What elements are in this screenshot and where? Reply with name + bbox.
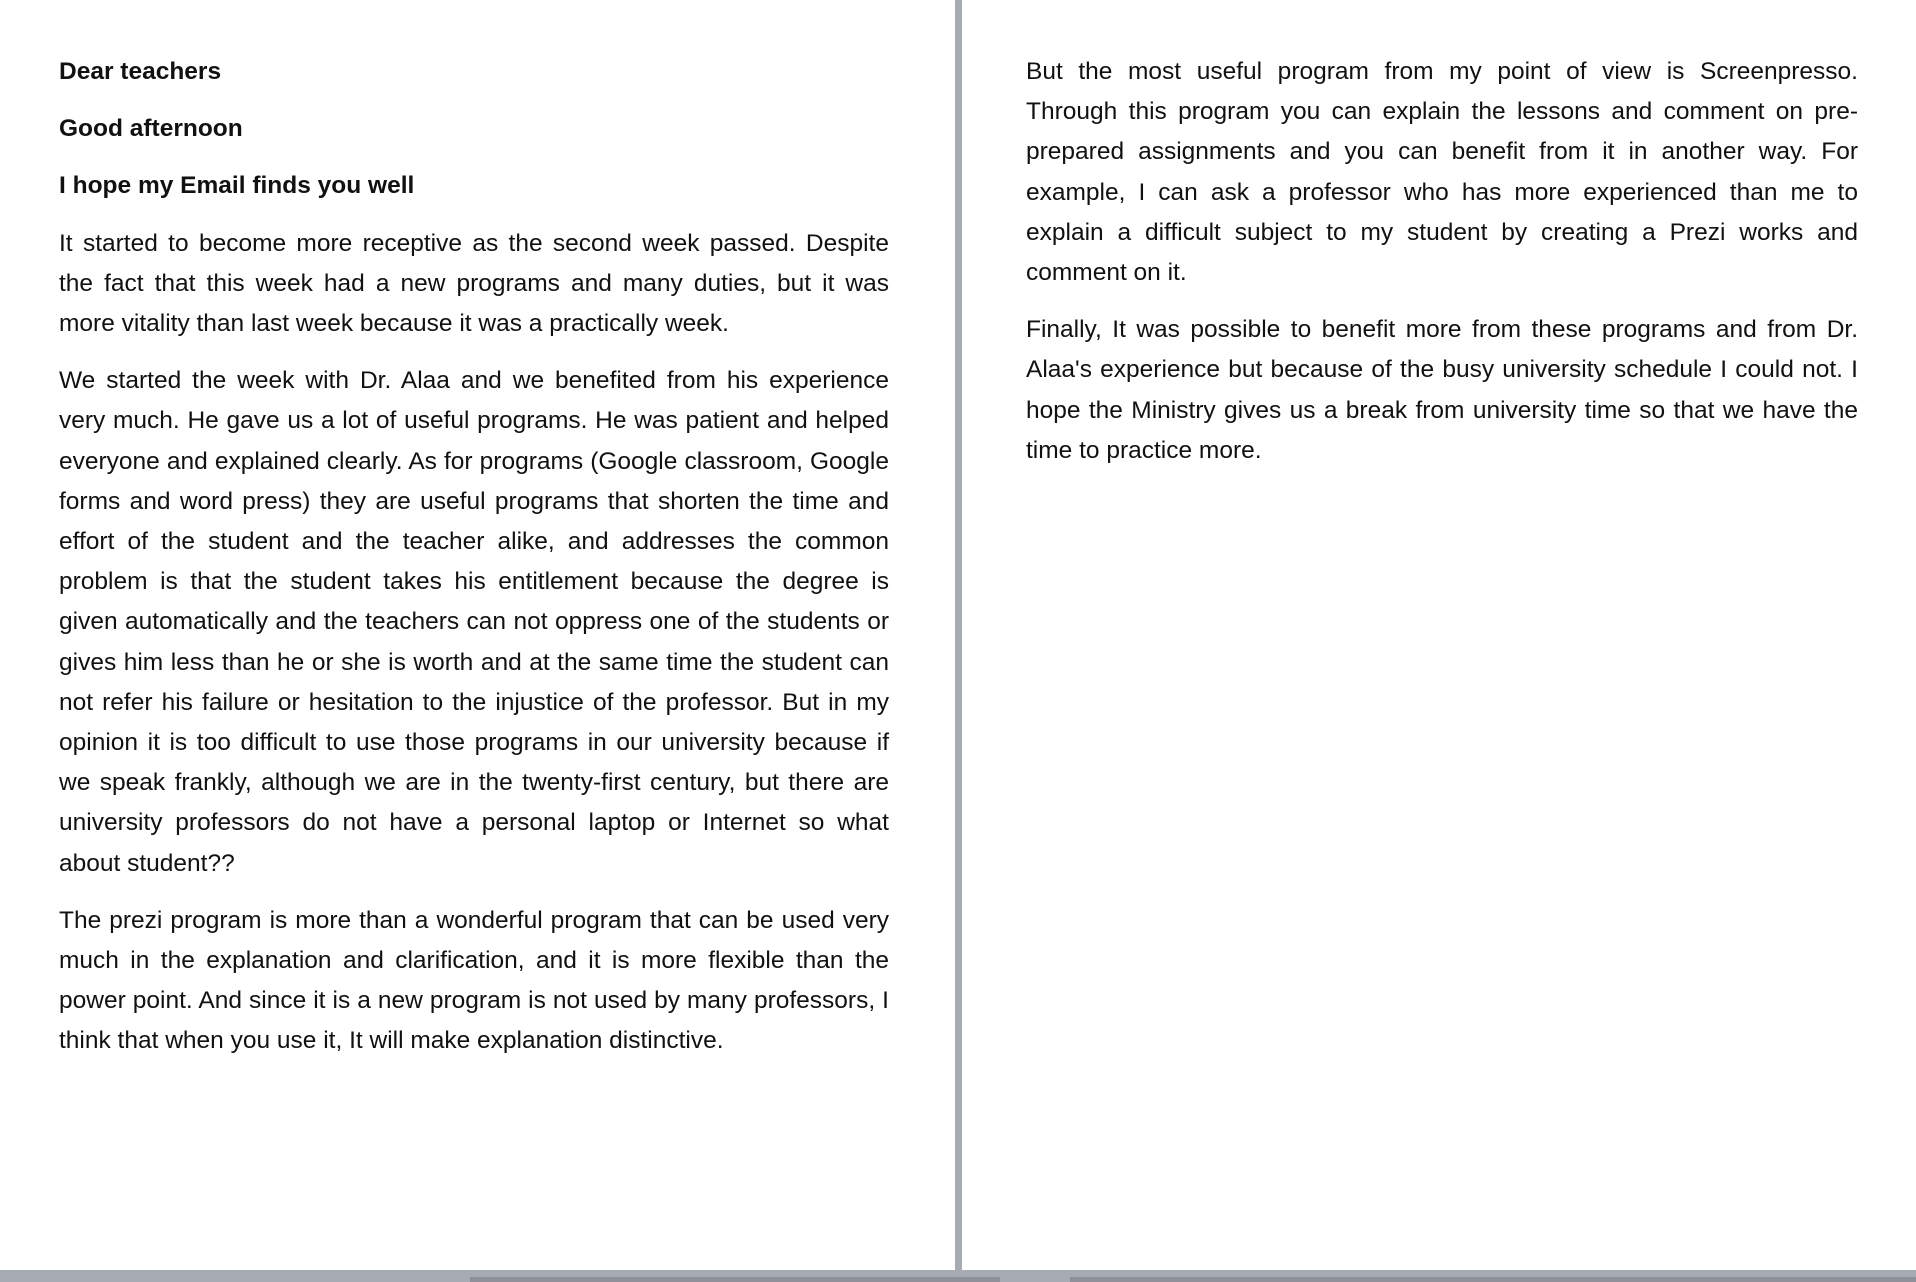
body-paragraph: It started to become more receptive as the second week passed. Despite the fact that this week had a new programs and many duties, but it was more vitality than last week because it was a practically week. [59, 229, 889, 338]
page-seam [470, 1277, 1000, 1282]
document-page-left [0, 0, 955, 1270]
document-page-right [962, 0, 1916, 1270]
body-paragraph: We started the week with Dr. Alaa and we benefited from his experience very much. He gave us a lot of useful programs. He was patient and helped everyone and explained clearly. As for programs (Google classroom, Google forms and word press) they are useful programs that shorten the time and effort of the student and the teacher alike, and addresses the common problem is that the student takes his entitlement because the degree is given automatically and the teachers can not oppress one of the students or gives him less than he or she is worth and at the same time the student can not refer his failure or hesitation to the injustice of the professor. But in my opinion it is too difficult to use those programs in our university because if we speak frankly, although we are in the twenty-first century, but there are university professors do not have a personal laptop or Internet so what about student?? [59, 367, 889, 877]
body-paragraph: Finally, It was possible to benefit more from these programs and from Dr. Alaa's experience but because of the busy university schedule I could not. I hope the Ministry gives us a break from university time so that we have the time to practice more. [1026, 316, 1858, 464]
greeting-line: Dear teachers [59, 58, 222, 85]
page-seam [1070, 1277, 1916, 1282]
salutation-line: Good afternoon [59, 115, 243, 143]
body-paragraph: But the most useful program from my point of view is Screenpresso. Through this program you can explain the lessons and comment on pre-prepared assignments and you can benefit from it in another way. For example, I can ask a professor who has more experienced than me to explain a difficult subject to my student by creating a Prezi works and comment on it. [1026, 58, 1858, 287]
opening-line: I hope my Email finds you well [59, 172, 415, 200]
body-paragraph: The prezi program is more than a wonderful program that can be used very much in the explanation and clarification, and it is more flexible than the power point. And since it is a new program is not used by many professors, I think that when you use it, It will make explanation distinctive. [59, 906, 889, 1055]
